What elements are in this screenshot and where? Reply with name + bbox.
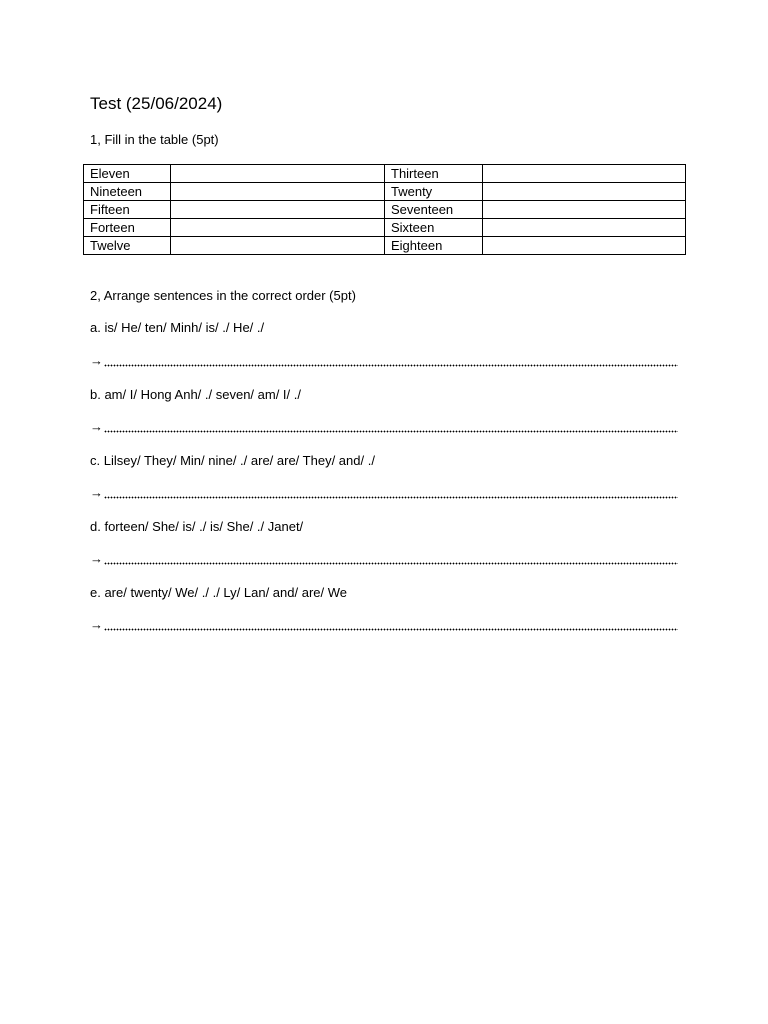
- number-word-cell: Twelve: [84, 237, 171, 255]
- number-word-cell: Fifteen: [84, 201, 171, 219]
- number-word-cell: Seventeen: [385, 201, 483, 219]
- arrow-right-icon: →: [90, 551, 103, 566]
- answer-line-c[interactable]: [90, 484, 678, 502]
- answer-cell[interactable]: [483, 201, 686, 219]
- scrambled-sentence-e: e. are/ twenty/ We/ ./ ./ Ly/ Lan/ and/ are/ We: [90, 585, 347, 600]
- answer-cell[interactable]: [483, 219, 686, 237]
- answer-cell[interactable]: [171, 237, 385, 255]
- test-title: Test (25/06/2024): [90, 94, 223, 113]
- number-word-cell: Sixteen: [385, 219, 483, 237]
- answer-line-e[interactable]: [90, 616, 678, 634]
- number-word-cell: Eleven: [84, 165, 171, 183]
- number-word-cell: Twenty: [385, 183, 483, 201]
- arrow-right-icon: →: [90, 617, 103, 632]
- table-row: [84, 165, 686, 183]
- table-row: [84, 219, 686, 237]
- table-row: [84, 183, 686, 201]
- answer-line-d[interactable]: [90, 550, 678, 568]
- arrow-right-icon: →: [90, 419, 103, 434]
- section2-heading: 2, Arrange sentences in the correct order (5pt): [90, 288, 356, 303]
- table-row: [84, 201, 686, 219]
- answer-cell[interactable]: [171, 201, 385, 219]
- dotted-line: [104, 484, 678, 502]
- dotted-line: [104, 352, 678, 370]
- number-word-cell: Forteen: [84, 219, 171, 237]
- number-word-cell: Eighteen: [385, 237, 483, 255]
- dotted-line: [104, 550, 678, 568]
- answer-cell[interactable]: [171, 219, 385, 237]
- dotted-line: [104, 616, 678, 634]
- scrambled-sentence-b: b. am/ I/ Hong Anh/ ./ seven/ am/ I/ ./: [90, 387, 301, 402]
- answer-line-b[interactable]: [90, 418, 678, 436]
- answer-line-a[interactable]: [90, 352, 678, 370]
- arrow-right-icon: →: [90, 353, 103, 368]
- scrambled-sentence-d: d. forteen/ She/ is/ ./ is/ She/ ./ Janet/: [90, 519, 304, 534]
- answer-cell[interactable]: [171, 183, 385, 201]
- arrow-right-icon: →: [90, 485, 103, 500]
- scrambled-sentence-c: c. Lilsey/ They/ Min/ nine/ ./ are/ are/ They/ and/ ./: [90, 453, 375, 468]
- answer-cell[interactable]: [483, 183, 686, 201]
- answer-cell[interactable]: [171, 165, 385, 183]
- section1-heading: 1, Fill in the table (5pt): [90, 132, 219, 147]
- dotted-line: [104, 418, 678, 436]
- number-word-cell: Thirteen: [385, 165, 483, 183]
- answer-cell[interactable]: [483, 237, 686, 255]
- table-row: [84, 237, 686, 255]
- number-table: [83, 164, 686, 255]
- answer-cell[interactable]: [483, 165, 686, 183]
- scrambled-sentence-a: a. is/ He/ ten/ Minh/ is/ ./ He/ ./: [90, 320, 265, 335]
- number-word-cell: Nineteen: [84, 183, 171, 201]
